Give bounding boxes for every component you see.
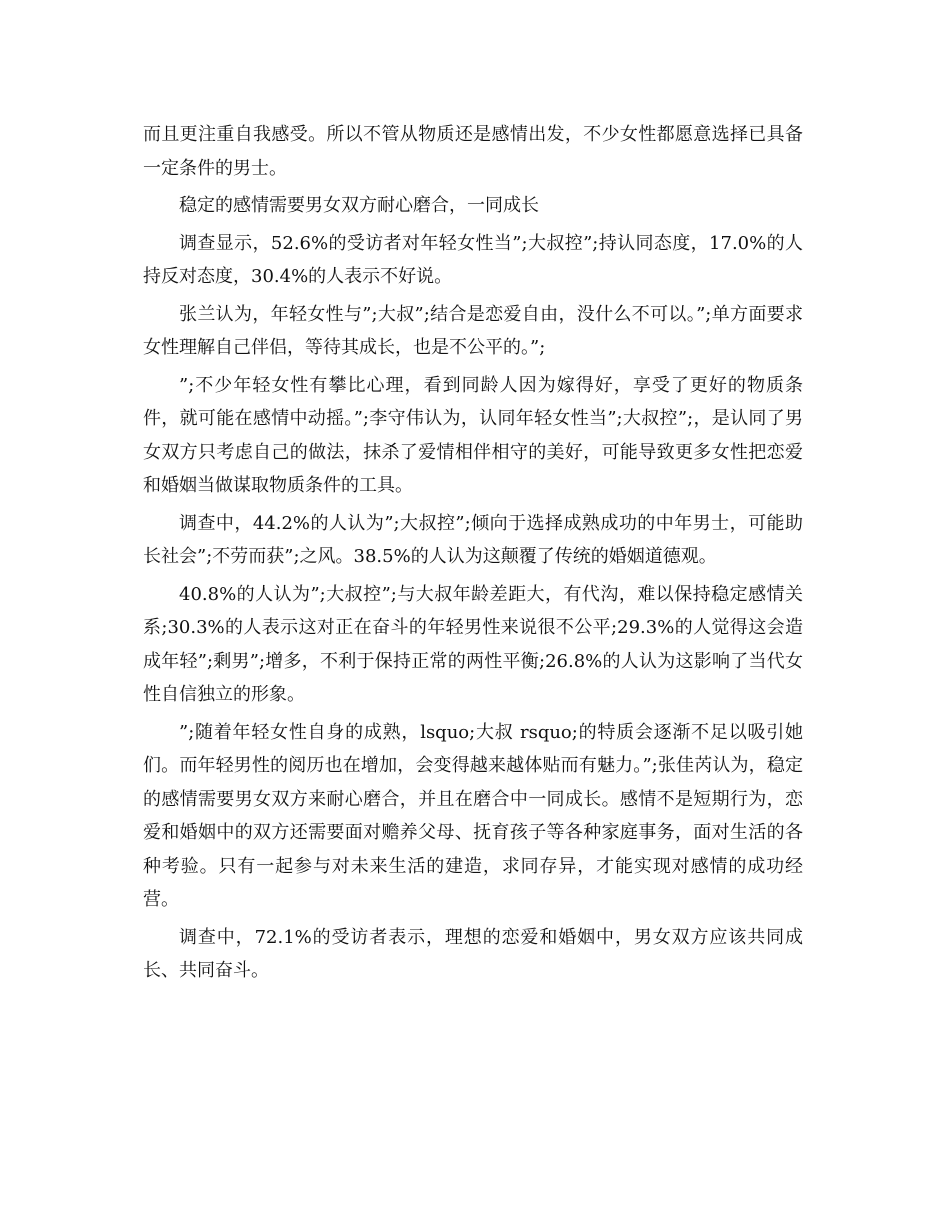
paragraph: 40.8%的人认为”;大叔控”;与大叔年龄差距大，有代沟，难以保持稳定感情关系;30.3%的人表示这对正在奋斗的年轻男性来说很不公平;29.3%的人觉得这会造成年轻”;剩男”;增多，不利于保持正常的两性平衡;26.8%的人认为这影响了当代女性自信独立的形象。 bbox=[143, 583, 803, 705]
paragraph: 调查显示，52.6%的受访者对年轻女性当”;大叔控”;持认同态度，17.0%的人持反对态度，30.4%的人表示不好说。 bbox=[143, 232, 803, 287]
section-heading: 稳定的感情需要男女双方耐心磨合，一同成长 bbox=[179, 195, 539, 216]
paragraph: 调查中，44.2%的人认为”;大叔控”;倾向于选择成熟成功的中年男士，可能助长社会”;不劳而获”;之风。38.5%的人认为这颠覆了传统的婚姻道德观。 bbox=[143, 512, 803, 567]
paragraph: ”;随着年轻女性自身的成熟，lsquo;大叔 rsquo;的特质会逐渐不足以吸引她们。而年轻男性的阅历也在增加，会变得越来越体贴而有魅力。”;张佳芮认为，稳定的感情需要男女双方来耐心磨合，并且在磨合中一同成长。感情不是短期行为，恋爱和婚姻中的双方还需要面对赡养父母、抚育孩子等各种家庭事务，面对生活的各种考验。只有一起参与对未来生活的建造，求同存异，才能实现对感情的成功经营。 bbox=[143, 721, 803, 910]
paragraph-continuation: 而且更注重自我感受。所以不管从物质还是感情出发，不少女性都愿意选择已具备一定条件的男士。 bbox=[143, 124, 803, 179]
paragraph: 张兰认为，年轻女性与”;大叔”;结合是恋爱自由，没什么不可以。”;单方面要求女性理解自己伴侣，等待其成长，也是不公平的。”; bbox=[143, 303, 803, 358]
paragraph: ”;不少年轻女性有攀比心理，看到同龄人因为嫁得好，享受了更好的物质条件，就可能在感情中动摇。”;李守伟认为，认同年轻女性当”;大叔控”;，是认同了男女双方只考虑自己的做法，抹杀了爱情相伴相守的美好，可能导致更多女性把恋爱和婚姻当做谋取物质条件的工具。 bbox=[143, 374, 803, 496]
document-body bbox=[143, 118, 803, 992]
paragraph: 调查中，72.1%的受访者表示，理想的恋爱和婚姻中，男女双方应该共同成长、共同奋斗。 bbox=[143, 926, 803, 981]
